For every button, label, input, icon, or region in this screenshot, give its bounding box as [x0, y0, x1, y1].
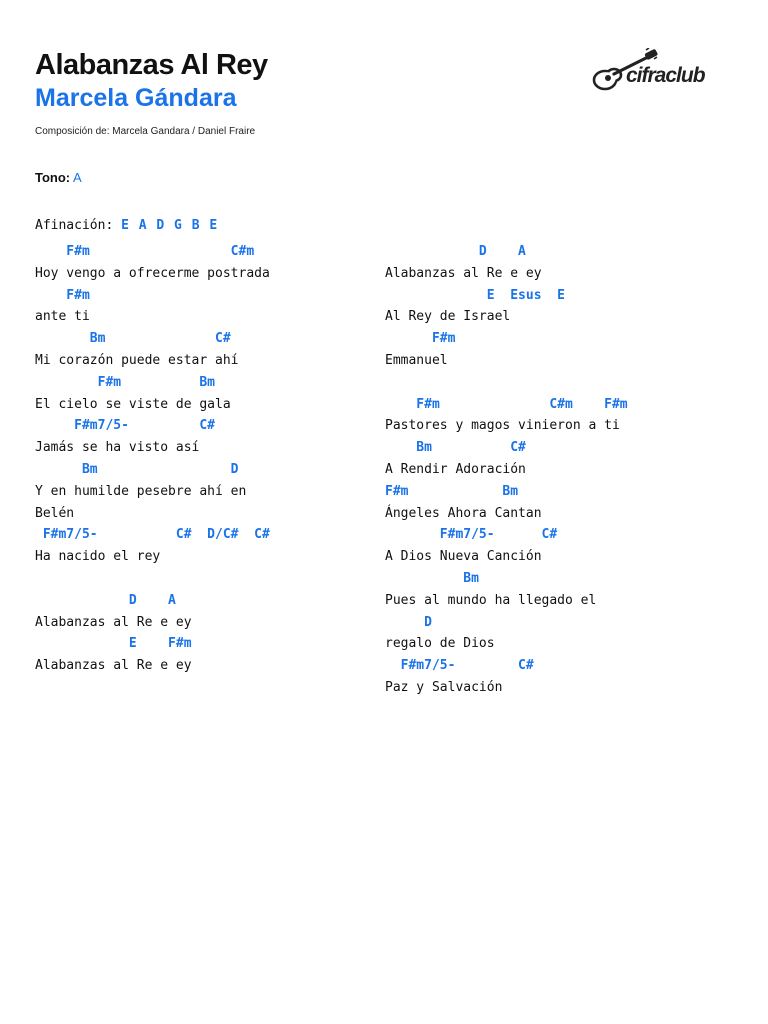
blank-line — [35, 568, 375, 590]
lyric-line: Alabanzas al Re e ey — [385, 265, 542, 281]
chord-line[interactable]: F#m7/5- C# — [385, 527, 558, 543]
key-label: Tono: — [35, 170, 71, 185]
lyric-line: Alabanzas al Re e ey — [35, 614, 192, 630]
lyric-line: Y en humilde pesebre ahí en — [35, 483, 247, 499]
chord-line[interactable]: E Esus E — [385, 287, 566, 303]
lyric-line: regalo de Dios — [385, 636, 495, 652]
lyric-line: ante ti — [35, 309, 90, 325]
key-value[interactable]: A — [73, 170, 82, 185]
chord-line[interactable]: F#m Bm — [385, 483, 519, 499]
chord-sheet-column-left — [35, 241, 375, 677]
chord-line[interactable]: Bm C# — [35, 331, 231, 347]
tuning-info — [35, 218, 217, 233]
key-info — [35, 170, 82, 185]
chord-line[interactable]: F#m — [35, 287, 90, 303]
chord-line[interactable]: Bm C# — [385, 440, 526, 456]
song-title: Alabanzas Al Rey — [35, 49, 268, 81]
chord-line[interactable]: D — [385, 614, 432, 630]
lyric-line: Pues al mundo ha llegado el — [385, 592, 597, 608]
composer-credit: Composición de: Marcela Gandara / Daniel Fraire — [35, 126, 256, 137]
lyric-line: Pastores y magos vinieron a ti — [385, 418, 620, 434]
lyric-line: Mi corazón puede estar ahí — [35, 352, 239, 368]
lyric-line: Hoy vengo a ofrecerme postrada — [35, 265, 270, 281]
lyric-line: Ángeles Ahora Cantan — [385, 505, 542, 521]
lyric-line: Paz y Salvación — [385, 679, 503, 695]
lyric-line: El cielo se viste de gala — [35, 396, 231, 412]
tuning-label: Afinación: — [35, 218, 122, 233]
chord-line[interactable]: F#m C#m F#m — [385, 396, 628, 412]
chord-line[interactable]: F#m7/5- C# D/C# C# — [35, 527, 270, 543]
lyric-line: A Rendir Adoración — [385, 461, 526, 477]
lyric-line: Al Rey de Israel — [385, 309, 511, 325]
logo-text: cifraclub — [626, 64, 705, 87]
chord-line[interactable]: Bm — [385, 570, 479, 586]
chord-line[interactable]: F#m7/5- C# — [385, 658, 534, 674]
lyric-line: Alabanzas al Re e ey — [35, 658, 192, 674]
tuning-value[interactable]: E A D G B E — [121, 218, 218, 233]
lyric-line: Belén — [35, 505, 75, 521]
chord-line[interactable]: F#m7/5- C# — [35, 418, 216, 434]
cifraclub-logo[interactable] — [590, 48, 705, 100]
artist-name[interactable]: Marcela Gándara — [35, 84, 237, 112]
chord-line[interactable]: D A — [385, 244, 526, 259]
lyric-line: Ha nacido el rey — [35, 549, 161, 565]
chord-sheet-column-right — [385, 241, 725, 699]
lyric-line: Emmanuel — [385, 352, 448, 368]
chord-line[interactable]: D A — [35, 592, 176, 608]
chord-line[interactable]: F#m Bm — [35, 374, 216, 390]
chord-line[interactable]: E F#m — [35, 636, 192, 652]
chord-line[interactable]: F#m — [385, 331, 456, 347]
chord-line[interactable]: Bm D — [35, 461, 239, 477]
lyric-line: Jamás se ha visto así — [35, 440, 200, 456]
chord-line[interactable]: F#m C#m — [35, 244, 255, 259]
blank-line — [385, 372, 725, 394]
lyric-line: A Dios Nueva Canción — [385, 549, 542, 565]
